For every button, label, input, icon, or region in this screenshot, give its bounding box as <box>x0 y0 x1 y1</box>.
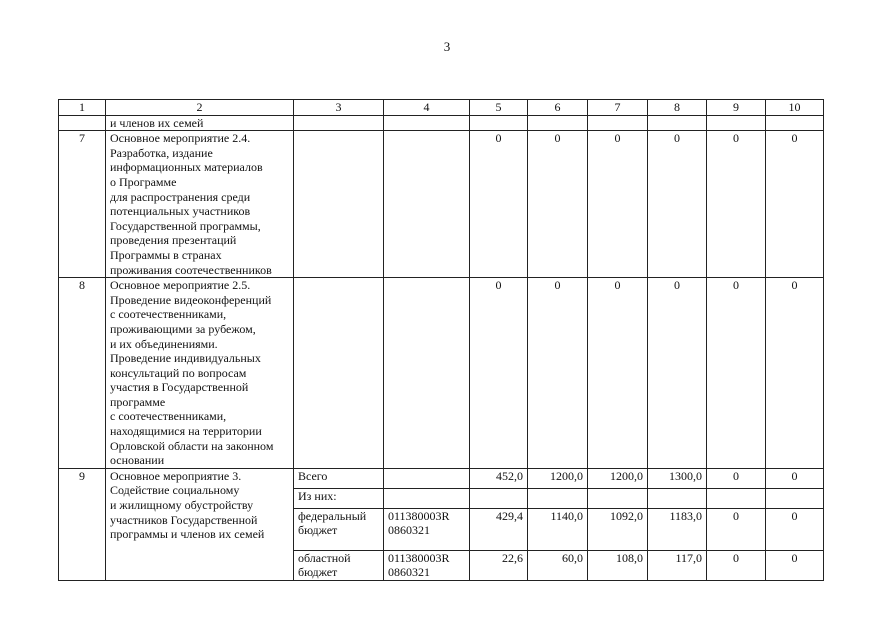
value-cell: 0 <box>470 278 528 469</box>
budget-table <box>58 99 824 581</box>
header-cell: 2 <box>106 100 294 116</box>
value-cell: 0 <box>766 131 824 278</box>
budget-code-cell <box>384 468 470 488</box>
value-cell: 60,0 <box>528 550 588 580</box>
row-number: 9 <box>59 468 106 580</box>
budget-code-text: 011380003R 0860321 <box>388 550 450 580</box>
page-number: 3 <box>443 39 451 54</box>
value-cell: 0 <box>588 131 648 278</box>
value-cell: 0 <box>707 550 766 580</box>
value-cell: 0 <box>766 550 824 580</box>
table-row <box>59 131 824 278</box>
value-cell: 429,4 <box>470 508 528 550</box>
funding-source-label: Всего <box>294 468 384 488</box>
table-row <box>59 468 824 488</box>
header-cell: 1 <box>59 100 106 116</box>
row-number: 7 <box>59 131 106 278</box>
value-cell: 22,6 <box>470 550 528 580</box>
header-cell: 9 <box>707 100 766 116</box>
description-cell: и членов их семей <box>106 115 294 131</box>
header-cell: 7 <box>588 100 648 116</box>
value-cell: 117,0 <box>648 550 707 580</box>
value-cell: 452,0 <box>470 468 528 488</box>
value-cell: 0 <box>707 131 766 278</box>
value-cell: 0 <box>648 278 707 469</box>
description-cell: Основное мероприятие 3. Содействие социальному и жилищному обустройству участников Государственной программы и членов их семей <box>106 468 294 580</box>
header-cell: 4 <box>384 100 470 116</box>
value-cell: 1200,0 <box>528 468 588 488</box>
funding-source-label <box>294 508 384 550</box>
value-cell: 1092,0 <box>588 508 648 550</box>
table-row <box>59 278 824 469</box>
header-cell: 5 <box>470 100 528 116</box>
budget-code-cell <box>384 508 470 550</box>
value-cell: 1200,0 <box>588 468 648 488</box>
header-cell: 10 <box>766 100 824 116</box>
description-cell: Основное мероприятие 2.5. Проведение видеоконференций с соотечественниками, проживающими за рубежом, и их объединениями. Проведение индивидуальных консультаций по вопросам участия в Государственной программе с соотечественниками, находящимися на территории Орловской области на законном основании <box>106 278 294 469</box>
value-cell: 108,0 <box>588 550 648 580</box>
value-cell: 0 <box>648 131 707 278</box>
value-cell: 0 <box>766 468 824 488</box>
budget-code-text: 011380003R 0860321 <box>388 508 450 538</box>
header-row <box>59 100 824 116</box>
value-cell: 1183,0 <box>648 508 707 550</box>
funding-source-text: областной бюджет <box>298 550 351 580</box>
header-cell: 3 <box>294 100 384 116</box>
funding-source-label: Из них: <box>294 488 384 508</box>
value-cell: 1140,0 <box>528 508 588 550</box>
row-number: 8 <box>59 278 106 469</box>
header-cell: 6 <box>528 100 588 116</box>
funding-source-label <box>294 550 384 580</box>
value-cell: 1300,0 <box>648 468 707 488</box>
value-cell: 0 <box>470 131 528 278</box>
value-cell: 0 <box>528 131 588 278</box>
funding-source-text: федеральный бюджет <box>298 508 367 538</box>
value-cell: 0 <box>588 278 648 469</box>
header-cell: 8 <box>648 100 707 116</box>
value-cell: 0 <box>528 278 588 469</box>
value-cell: 0 <box>707 278 766 469</box>
value-cell: 0 <box>707 468 766 488</box>
value-cell: 0 <box>707 508 766 550</box>
value-cell: 0 <box>766 278 824 469</box>
value-cell: 0 <box>766 508 824 550</box>
table-row <box>59 115 824 131</box>
description-cell: Основное мероприятие 2.4. Разработка, издание информационных материалов о Программе для распространения среди потенциальных участников Государственной программы, проведения презентаций Программы в странах проживания соотечественников <box>106 131 294 278</box>
budget-code-cell <box>384 550 470 580</box>
